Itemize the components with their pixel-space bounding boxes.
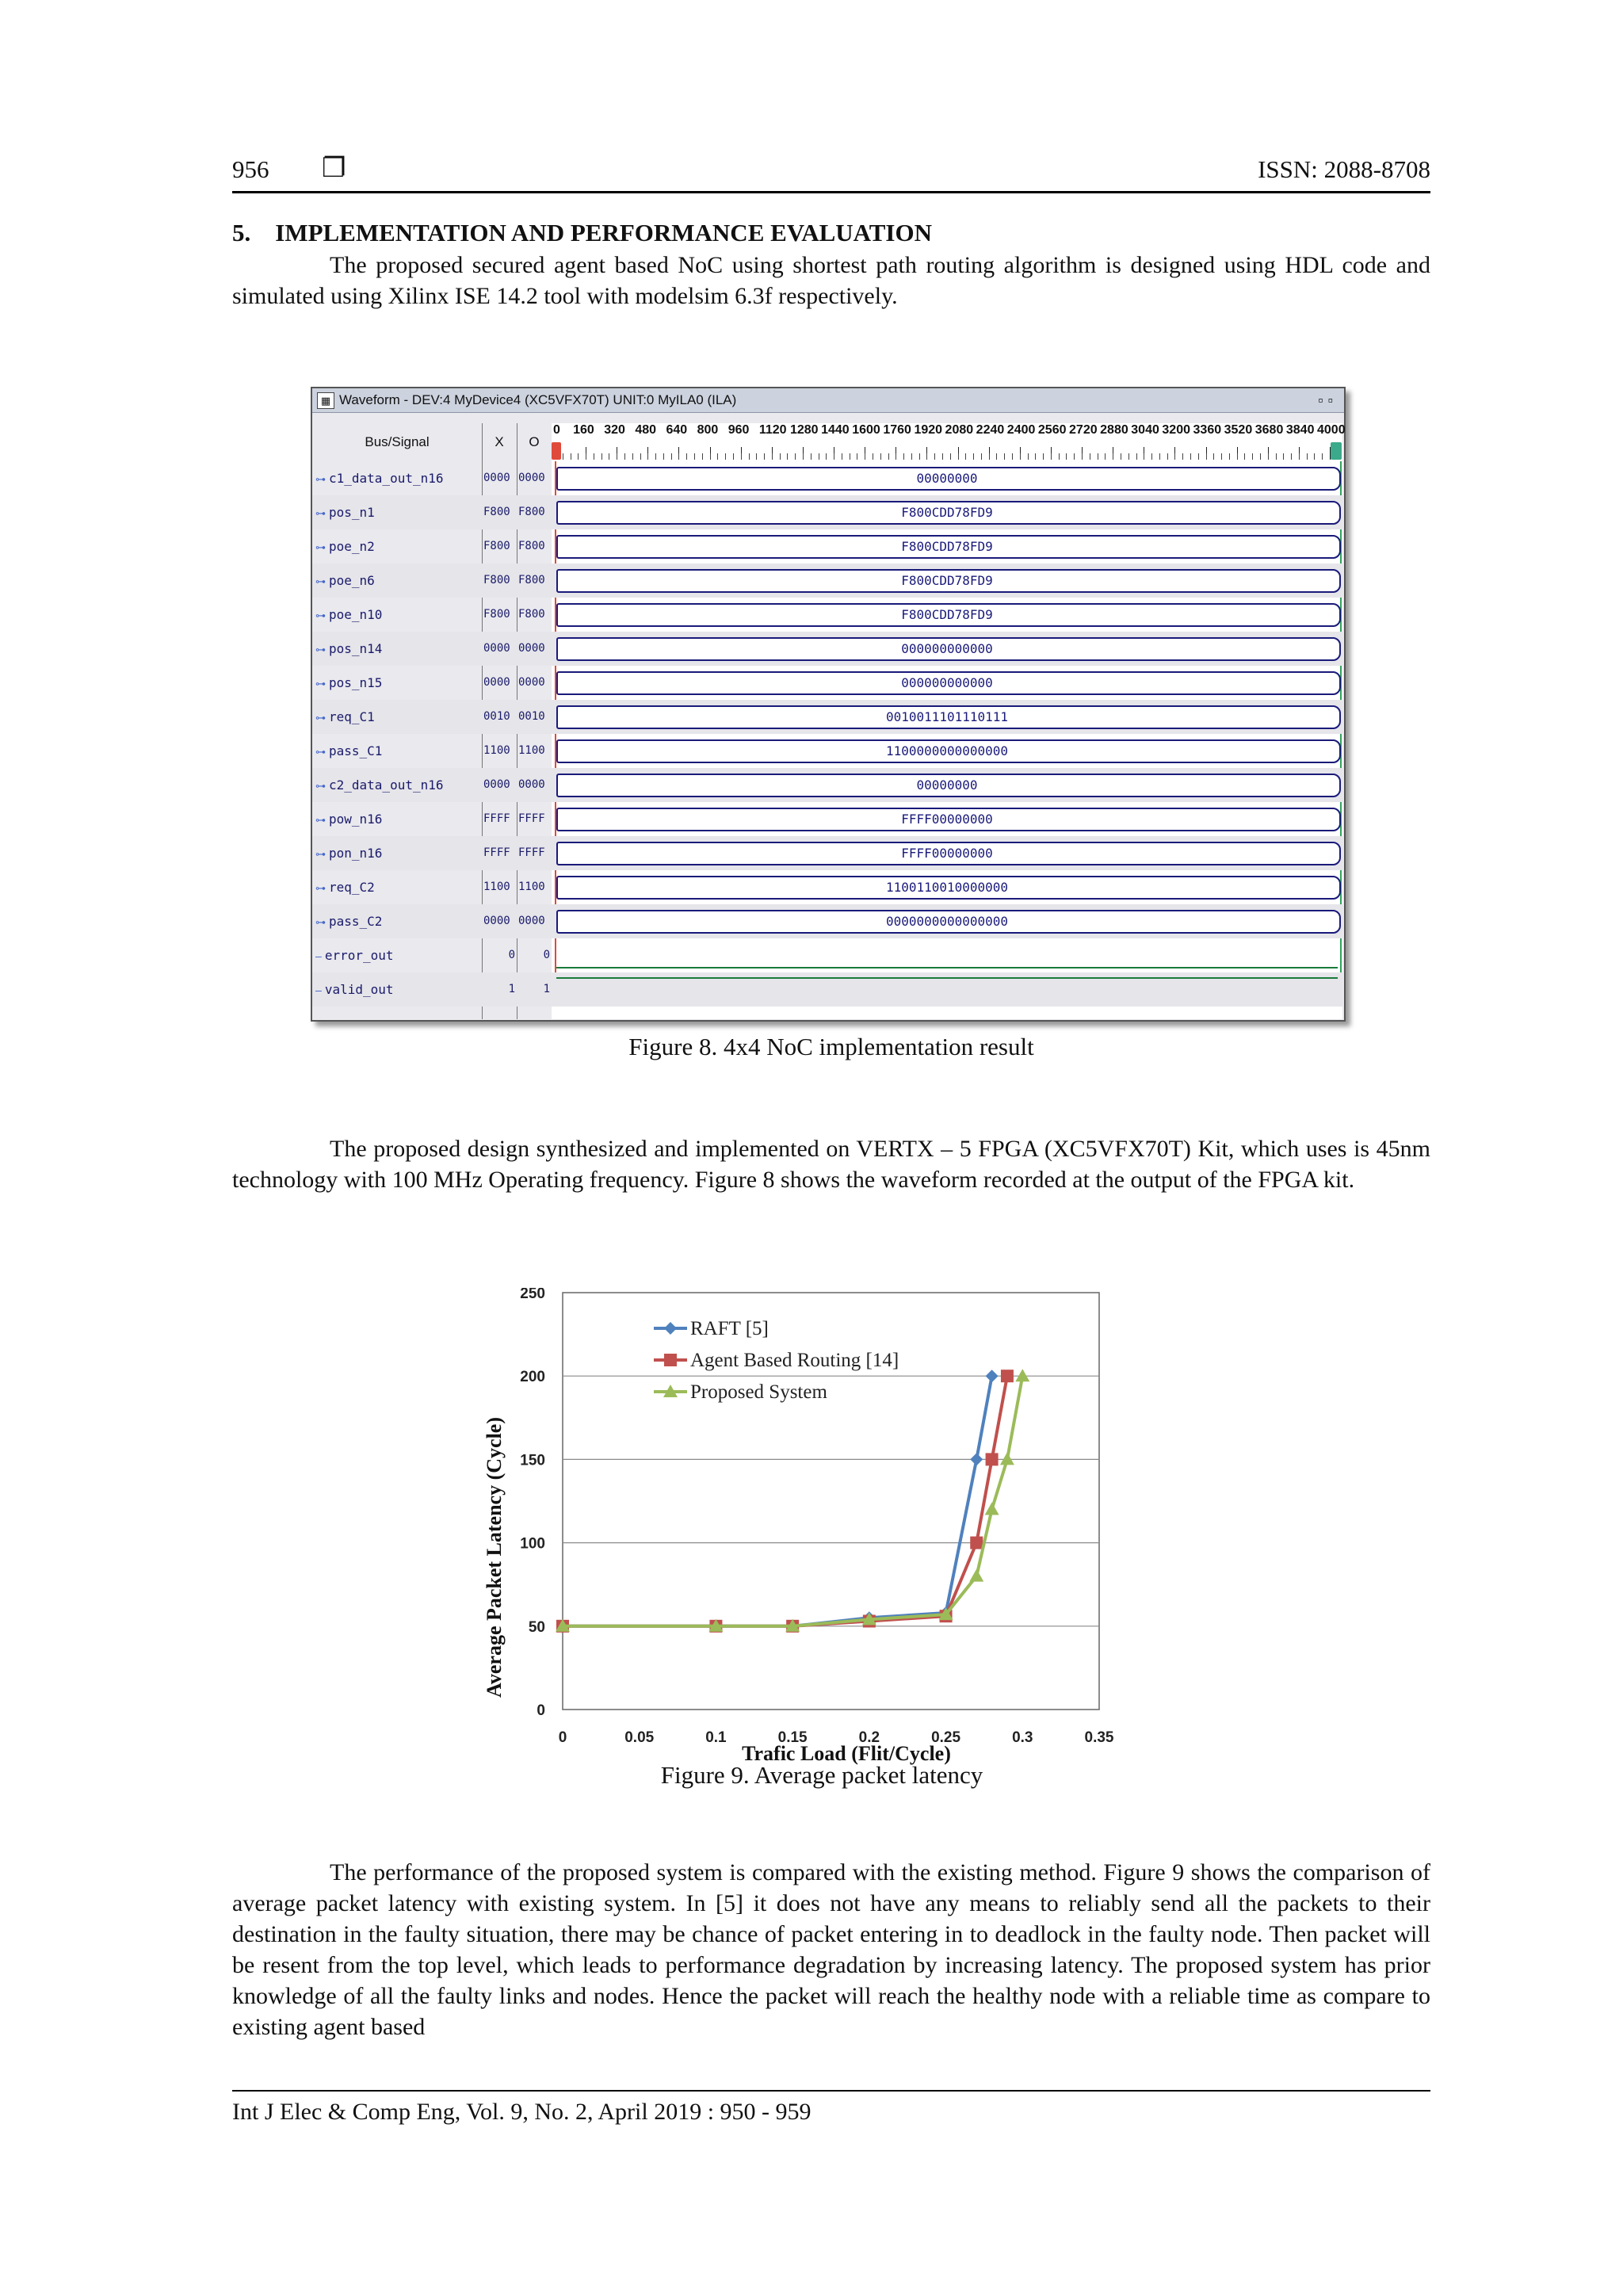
x-value: F800 [483,506,510,518]
o-value: 1100 [518,881,545,893]
bus-expand-icon: ⊶ [315,678,326,690]
time-minor-tick [647,453,648,460]
footer-citation: Int J Elec & Comp Eng, Vol. 9, No. 2, April 2019 : 950 - 959 [232,2099,812,2125]
x-value: 0000 [483,642,510,655]
x-value: F800 [483,608,510,621]
time-minor-tick [1151,453,1152,460]
time-tick-label: 1600 [852,423,880,437]
time-minor-tick [678,453,679,460]
time-minor-tick [1252,453,1253,460]
signal-name[interactable] [315,972,394,1008]
cursor-x-marker-icon[interactable] [1331,442,1342,460]
signal-name[interactable] [315,734,382,770]
time-minor-tick [888,453,889,460]
time-minor-tick [996,453,997,460]
bus-expand-icon: ⊶ [315,508,326,520]
time-minor-tick [671,453,672,460]
bus-expand-icon: ⊶ [315,610,326,622]
box-symbol-icon: ❐ [322,154,346,183]
intro-text: The proposed secured agent based NoC using shortest path routing algorithm is designed using HDL code and simulated using Xilinx ISE 14.2 tool with modelsim 6.3f respectively. [232,252,1430,309]
signal-name[interactable] [315,802,382,838]
time-minor-tick [903,453,904,460]
x-tick-label: 0.1 [705,1729,727,1746]
header-rule [232,191,1430,193]
o-value: 0010 [518,710,545,723]
time-minor-tick [1004,453,1005,460]
signal-name-text: poe_n10 [329,607,383,622]
time-minor-tick [1074,453,1075,460]
time-tick-label: 2080 [945,423,974,437]
o-value: 0 [543,949,550,961]
time-tick-label: 0 [553,423,560,437]
bus-expand-icon: ⊶ [315,644,326,656]
legend-label: Agent Based Routing [14] [690,1350,899,1371]
signal-row[interactable] [312,598,1342,632]
time-tick-label: 2560 [1037,423,1067,437]
o-value: 0000 [518,472,545,484]
time-minor-tick [686,453,687,460]
o-value: 0000 [518,778,545,791]
time-tick-label: 3200 [1162,423,1190,437]
o-value: F800 [518,608,545,621]
time-minor-tick [795,453,796,460]
o-value: F800 [518,574,545,586]
series-point-square [970,1537,983,1549]
signal-row[interactable] [312,836,1342,870]
signal-row[interactable] [312,870,1342,904]
time-minor-tick [1136,453,1137,460]
time-minor-tick [981,453,982,460]
time-minor-tick [926,453,927,460]
time-tick-label: 3040 [1131,423,1159,437]
time-minor-tick [780,453,781,460]
waveform-window [311,387,1346,1022]
bus-value: 0010011101110111 [885,709,1009,724]
time-minor-tick [1244,453,1245,460]
paragraph-3-text: The performance of the proposed system is compared with the existing method. Figure 9 shows the comparison of average packet latency with existing system. In [5] it does not have any means to reliably send all the packets to their destination in the faulty situation, there may be chance of packet entering in to deadlock in the faulty node. Then packet will be resent from the top level, which leads to performance degradation by increasing latency. The proposed system has prior knowledge of all the faulty links and nodes. Hence the packet will reach the healthy node with a reliable time as compare to existing agent based [232,1859,1430,2040]
time-minor-tick [1268,453,1269,460]
x-value: 0000 [483,472,510,484]
time-minor-tick [1028,453,1029,460]
x-tick-label: 0.25 [931,1729,961,1746]
paragraph-2 [232,1133,1430,1195]
signal-name-text: req_C2 [329,880,375,895]
figure9-caption: Figure 9. Average packet latency [660,1761,983,1789]
signal-row[interactable] [312,938,1342,972]
time-minor-tick [1283,453,1284,460]
x-value: 1 [508,983,515,995]
time-minor-tick [1012,453,1013,460]
time-minor-tick [717,453,718,460]
time-minor-tick [601,453,602,460]
paragraph-2-text: The proposed design synthesized and implemented on VERTX – 5 FPGA (XC5VFX70T) Kit, which uses is 45nm technology with 100 MHz Operating frequency. Figure 8 shows the waveform recorded at the output of the FPGA kit. [232,1136,1430,1193]
time-tick-label: 3520 [1224,423,1253,437]
col-header-o[interactable]: O [529,434,540,449]
time-minor-tick [1190,453,1191,460]
o-value: F800 [518,506,545,518]
time-minor-tick [1020,453,1021,460]
bus-expand-icon: ⊶ [315,542,326,554]
signal-name-text: pon_n16 [329,846,383,861]
bus-value: 000000000000 [901,641,993,656]
wire-trace[interactable] [556,967,1338,968]
bus-expand-icon: ⊶ [315,781,326,793]
time-minor-tick [880,453,881,460]
time-minor-tick [1082,453,1083,460]
o-value: FFFF [518,812,545,825]
wire-trace[interactable] [556,977,1338,979]
section-heading: 5. IMPLEMENTATION AND PERFORMANCE EVALUATION [232,219,932,246]
x-value: F800 [483,574,510,586]
signal-name[interactable] [315,598,382,633]
col-header-x[interactable]: X [495,434,504,449]
waveform-app-icon: ▦ [317,392,334,409]
bus-value: F800CDD78FD9 [901,573,993,588]
time-minor-tick [1314,453,1315,460]
time-minor-tick [1182,453,1183,460]
time-minor-tick [1035,453,1036,460]
time-minor-tick [624,453,625,460]
time-minor-tick [741,453,742,460]
time-minor-tick [655,453,656,460]
series-point-square [664,1354,677,1366]
time-tick-label: 1280 [789,423,819,437]
signal-name-text: pos_n14 [329,641,383,656]
y-tick-label: 50 [528,1618,545,1636]
wire-icon: — [315,985,322,997]
signal-row[interactable] [312,529,1342,563]
time-minor-tick [756,453,757,460]
x-tick-label: 0.15 [777,1729,808,1746]
bus-value: 00000000 [916,777,978,793]
signal-name[interactable] [315,563,375,599]
bus-value: 00000000 [916,471,978,486]
time-minor-tick [578,453,579,460]
time-tick-label: 4000 [1317,423,1346,437]
signal-row[interactable] [312,461,1342,495]
signal-name[interactable] [315,700,375,735]
time-minor-tick [663,453,664,460]
time-tick-label: 1760 [883,423,911,437]
bus-value: FFFF00000000 [901,846,993,861]
o-value: 1100 [518,744,545,757]
y-tick-label: 0 [537,1702,545,1719]
signal-name-text: pass_C2 [329,914,383,929]
bus-expand-icon: ⊶ [315,747,326,758]
bus-expand-icon: ⊶ [315,849,326,861]
signal-name[interactable] [315,938,394,974]
signal-row[interactable] [312,802,1342,836]
o-value: FFFF [518,846,545,859]
time-minor-tick [1059,453,1060,460]
x-value: FFFF [483,812,510,825]
time-minor-tick [989,453,990,460]
bus-expand-icon: ⊶ [315,576,326,588]
time-minor-tick [958,453,959,460]
time-minor-tick [1066,453,1067,460]
x-value: 0000 [483,676,510,689]
waveform-title-bar [312,388,1344,413]
time-minor-tick [1128,453,1129,460]
signal-name[interactable] [315,768,444,804]
time-minor-tick [1237,453,1238,460]
signal-name-text: poe_n2 [329,539,375,554]
time-minor-tick [1051,453,1052,460]
time-minor-tick [1213,453,1214,460]
o-value: 0000 [518,676,545,689]
o-value: 0000 [518,915,545,927]
waveform-title: Waveform - DEV:4 MyDevice4 (XC5VFX70T) UNIT:0 MyILA0 (ILA) [339,392,737,407]
time-minor-tick [1167,453,1168,460]
time-minor-tick [1221,453,1222,460]
time-minor-tick [1307,453,1308,460]
signal-name-text: pos_n1 [329,505,375,520]
x-tick-label: 0 [558,1729,567,1746]
o-value: F800 [518,540,545,552]
signal-row[interactable] [312,700,1342,734]
series-point-square [1001,1370,1014,1382]
x-tick-label: 0.2 [858,1729,880,1746]
time-ruler [552,423,1346,461]
signal-name-text: poe_n6 [329,573,375,588]
signal-name-text: c1_data_out_n16 [329,471,444,486]
time-minor-tick [1105,453,1106,460]
issn: ISSN: 2088-8708 [1258,155,1430,183]
footer-rule [232,2090,1430,2092]
time-minor-tick [764,453,765,460]
signal-name[interactable] [315,529,375,565]
bus-value: 1100000000000000 [885,743,1009,758]
signal-row[interactable] [312,666,1342,700]
time-minor-tick [1322,453,1323,460]
time-minor-tick [803,453,804,460]
x-value: 0000 [483,778,510,791]
o-value: 1 [543,983,550,995]
paragraph-3 [232,1857,1430,2042]
time-tick-label: 2400 [1006,423,1036,437]
time-minor-tick [1229,453,1230,460]
bus-value: 1100110010000000 [885,880,1009,895]
time-minor-tick [733,453,734,460]
x-value: 1100 [483,744,510,757]
y-tick-label: 250 [520,1288,545,1302]
time-minor-tick [710,453,711,460]
x-value: FFFF [483,846,510,859]
wire-icon: — [315,951,322,963]
series-point-square [986,1453,999,1465]
trigger-marker-icon[interactable] [552,442,561,460]
signal-name-text: req_C1 [329,709,375,724]
signal-row[interactable] [312,734,1342,768]
intro-paragraph [232,250,1430,311]
signal-row[interactable] [312,904,1342,938]
bus-expand-icon: ⊶ [315,474,326,486]
signal-name-text: pass_C1 [329,743,383,758]
signal-name[interactable] [315,870,375,906]
o-value: 0000 [518,642,545,655]
time-minor-tick [694,453,695,460]
time-tick-label: 480 [635,423,657,437]
signal-row[interactable] [312,972,1342,1007]
time-tick-label: 3360 [1193,423,1222,437]
bus-value: 0000000000000000 [885,914,1009,929]
legend-label: RAFT [5] [690,1318,769,1339]
time-minor-tick [965,453,966,460]
time-minor-tick [1276,453,1277,460]
bus-expand-icon: ⊶ [315,883,326,895]
time-tick-label: 1920 [914,423,943,437]
bus-value: F800CDD78FD9 [901,505,993,520]
latency-chart [479,1288,1177,1795]
time-tick-label: 320 [604,423,625,437]
legend-label: Proposed System [690,1381,827,1403]
col-header-signal[interactable]: Bus/Signal [312,423,482,461]
signal-name[interactable] [315,666,382,701]
signal-name[interactable] [315,904,382,940]
x-tick-label: 0.35 [1084,1729,1114,1746]
time-tick-label: 2240 [976,423,1005,437]
signal-row[interactable] [312,768,1342,802]
bus-expand-icon: ⊶ [315,712,326,724]
signal-row[interactable] [312,632,1342,666]
time-minor-tick [702,453,703,460]
time-minor-tick [942,453,943,460]
time-tick-label: 1120 [758,423,787,437]
time-minor-tick [1043,453,1044,460]
bus-expand-icon: ⊶ [315,917,326,929]
signal-name[interactable] [315,632,382,667]
time-minor-tick [1206,453,1207,460]
bus-value: F800CDD78FD9 [901,539,993,554]
time-minor-tick [934,453,935,460]
signal-name-text: error_out [324,948,394,963]
x-value: 1100 [483,881,510,893]
signal-row[interactable] [312,495,1342,529]
time-tick-label: 160 [573,423,594,437]
x-value: 0 [508,949,515,961]
signal-name[interactable] [315,461,444,497]
time-minor-tick [1299,453,1300,460]
signal-name[interactable] [315,495,375,531]
time-tick-label: 3840 [1285,423,1315,437]
y-tick-label: 150 [520,1452,545,1469]
time-tick-label: 2880 [1100,423,1128,437]
y-tick-label: 200 [520,1369,545,1386]
x-value: F800 [483,540,510,552]
x-value: 0010 [483,710,510,723]
bus-value: F800CDD78FD9 [901,607,993,622]
time-minor-tick [787,453,788,460]
time-minor-tick [950,453,951,460]
time-tick-label: 2720 [1069,423,1098,437]
time-minor-tick [1159,453,1160,460]
time-minor-tick [911,453,912,460]
bus-value: 000000000000 [901,675,993,690]
signal-name-text: c2_data_out_n16 [329,777,444,793]
x-axis-label: Trafic Load (Flit/Cycle) [742,1742,951,1765]
signal-name-text: pow_n16 [329,812,383,827]
time-minor-tick [1291,453,1292,460]
time-minor-tick [973,453,974,460]
signal-row[interactable] [312,563,1342,598]
page-number: 956 [232,155,269,183]
time-tick-label: 960 [727,423,750,437]
time-minor-tick [640,453,641,460]
signal-name-text: valid_out [324,982,394,997]
x-tick-label: 0.05 [624,1729,655,1746]
time-minor-tick [1198,453,1199,460]
y-tick-label: 100 [520,1535,545,1553]
x-value: 0000 [483,915,510,927]
time-minor-tick [1260,453,1261,460]
time-tick-label: 640 [666,423,688,437]
signal-name[interactable] [315,836,382,872]
y-axis-label: Average Packet Latency (Cycle) [483,1417,506,1698]
time-minor-tick [632,453,633,460]
time-tick-label: 800 [697,423,719,437]
x-tick-label: 0.3 [1012,1729,1033,1746]
time-minor-tick [725,453,726,460]
window-controls-icon[interactable]: ▫▫ [1318,392,1338,408]
time-tick-label: 1440 [821,423,850,437]
time-minor-tick [826,453,827,460]
bus-expand-icon: ⊶ [315,815,326,827]
figure8-caption: Figure 8. 4x4 NoC implementation result [628,1033,1034,1060]
bus-value: FFFF00000000 [901,812,993,827]
time-minor-tick [772,453,773,460]
time-minor-tick [749,453,750,460]
time-minor-tick [919,453,920,460]
signal-name-text: pos_n15 [329,675,383,690]
time-tick-label: 3680 [1254,423,1284,437]
time-minor-tick [811,453,812,460]
time-minor-tick [1174,453,1175,460]
